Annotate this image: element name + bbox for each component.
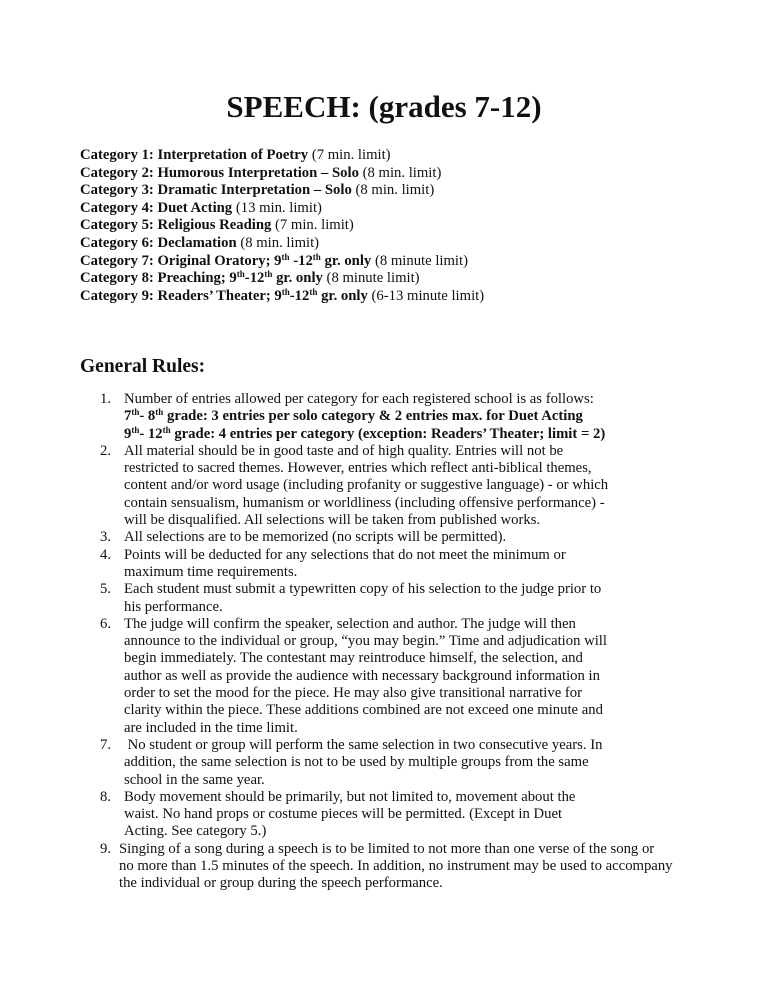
rule-item [80, 616, 760, 737]
category-limit: (8 minute limit) [326, 270, 420, 287]
superscript: th [162, 424, 171, 435]
grade-number: 7 [124, 408, 132, 425]
rule-text: Number of entries allowed per category for each registered school is as follows: [124, 391, 594, 407]
rule-text: maximum time requirements. [124, 563, 298, 580]
rule-text: no more than 1.5 minutes of the speech. In addition, no instrument may be used to accompany [119, 858, 673, 875]
rule-text: addition, the same selection is not to be used by multiple groups from the same [124, 754, 589, 771]
rule-text: Body movement should be primarily, but not limited to, movement about the [124, 788, 576, 805]
superscript: th [281, 251, 290, 262]
rule-text: are included in the time limit. [124, 719, 298, 736]
category-name: Readers’ Theater; 9 [157, 287, 282, 304]
rule-text: Each student must submit a typewritten copy of his selection to the judge prior to [124, 581, 602, 598]
rule-text: author as well as provide the audience with necessary background information in [124, 667, 600, 684]
rules-heading: General Rules: [80, 356, 206, 377]
rule-item [80, 529, 760, 546]
category-item [80, 288, 484, 306]
rule-item [80, 789, 760, 841]
grade-range: -12 [244, 270, 265, 287]
category-label: Category 2: [80, 164, 154, 181]
rule-text: school in the same year. [124, 771, 265, 788]
superscript: th [281, 286, 290, 297]
grade-number: 9 [124, 425, 132, 442]
category-name: Duet Acting [157, 199, 233, 216]
category-name: Interpretation of Poetry [157, 147, 309, 163]
grade-restriction: gr. only [272, 270, 323, 287]
rule-item [80, 581, 760, 616]
category-label: Category 1: [80, 147, 154, 163]
rule-number: 7. [100, 736, 112, 753]
rule-text: restricted to sacred themes. However, entries which reflect anti-biblical themes, [124, 460, 592, 477]
rule-number: 9. [100, 840, 112, 857]
rule-item [80, 443, 760, 529]
category-item [80, 235, 484, 253]
category-name: Preaching; 9 [157, 270, 237, 287]
category-item [80, 182, 484, 200]
category-label: Category 8: [80, 270, 154, 287]
rule-text: clarity within the piece. These additions combined are not exceed one minute and [124, 702, 603, 719]
rule-text-bold [124, 426, 760, 443]
rule-text: his performance. [124, 598, 223, 615]
category-limit: (13 min. limit) [235, 199, 322, 216]
superscript: th [309, 286, 318, 297]
rules-list [80, 391, 760, 893]
page-title: SPEECH: (grades 7-12) [226, 89, 542, 124]
category-label: Category 5: [80, 217, 154, 234]
superscript: th [264, 269, 273, 280]
category-label: Category 6: [80, 234, 154, 251]
rule-item [80, 841, 760, 893]
rule-text: Acting. See category 5.) [124, 823, 267, 840]
grade-entry-rule: grade: 3 entries per solo category & 2 entries max. for Duet Acting [163, 408, 583, 425]
category-name: Religious Reading [157, 217, 272, 234]
rule-text: contain sensualism, humanism or worldliness (including offensive performance) - [124, 494, 605, 511]
category-name: Original Oratory; 9 [157, 252, 282, 269]
category-name: Dramatic Interpretation – Solo [157, 182, 352, 199]
rule-item [80, 391, 760, 443]
grade-restriction: gr. only [320, 252, 372, 269]
category-label: Category 9: [80, 287, 154, 304]
category-item [80, 253, 484, 271]
grade-range: -12 [289, 252, 313, 269]
rule-number: 3. [100, 529, 112, 546]
rule-text: begin immediately. The contestant may reintroduce himself, the selection, and [124, 650, 583, 667]
category-label: Category 7: [80, 252, 154, 269]
rule-item [80, 547, 760, 582]
category-limit: (7 min. limit) [275, 217, 354, 234]
rule-number: 5. [100, 581, 112, 598]
rule-text-bold [124, 408, 760, 425]
rule-number: 8. [100, 788, 112, 805]
grade-range: -12 [289, 287, 310, 304]
rule-text: No student or group will perform the same selection in two consecutive years. In [124, 736, 603, 753]
category-limit: (8 min. limit) [240, 234, 320, 251]
grade-number: - 8 [139, 408, 156, 425]
superscript: th [131, 424, 140, 435]
rule-text: All selections are to be memorized (no scripts will be permitted). [124, 529, 507, 546]
category-item [80, 165, 484, 183]
rule-number: 6. [100, 615, 112, 632]
category-item [80, 200, 484, 218]
rule-text: announce to the individual or group, “you may begin.” Time and adjudication will [124, 633, 607, 650]
category-list [80, 147, 484, 305]
category-name: Humorous Interpretation – Solo [157, 164, 359, 181]
rule-text: The judge will confirm the speaker, selection and author. The judge will then [124, 615, 576, 632]
category-name: Declamation [157, 234, 237, 251]
superscript: th [155, 407, 164, 418]
category-item [80, 147, 484, 165]
superscript: th [131, 407, 140, 418]
rule-text: Singing of a song during a speech is to be limited to not more than one verse of the song or [119, 840, 655, 857]
grade-entry-rule: grade: 4 entries per category (exception: Readers’ Theater; limit = 2) [170, 425, 606, 442]
category-item [80, 270, 484, 288]
grade-number: - 12 [139, 425, 163, 442]
rule-text: Points will be deducted for any selections that do not meet the minimum or [124, 546, 566, 563]
superscript: th [312, 251, 321, 262]
category-item [80, 217, 484, 235]
rule-item [80, 737, 760, 789]
rule-text: waist. No hand props or costume pieces will be permitted. (Except in Duet [124, 806, 563, 823]
rule-number: 2. [100, 442, 112, 459]
rule-text: will be disqualified. All selections will be taken from published works. [124, 512, 541, 529]
rule-text: the individual or group during the speech performance. [119, 875, 443, 892]
rule-number: 1. [100, 391, 112, 407]
rule-text: content and/or word usage (including profanity or suggestive language) - or which [124, 477, 609, 494]
rule-text: All material should be in good taste and of high quality. Entries will not be [124, 442, 564, 459]
rule-text: order to set the mood for the piece. He may also give transitional narrative for [124, 685, 583, 702]
category-limit: (6-13 minute limit) [371, 287, 485, 304]
category-limit: (7 min. limit) [311, 147, 391, 163]
category-limit: (8 min. limit) [355, 182, 435, 199]
category-label: Category 4: [80, 199, 154, 216]
category-limit: (8 minute limit) [374, 252, 468, 269]
superscript: th [236, 269, 245, 280]
grade-restriction: gr. only [317, 287, 368, 304]
category-label: Category 3: [80, 182, 154, 199]
rule-number: 4. [100, 546, 112, 563]
category-limit: (8 min. limit) [362, 164, 442, 181]
